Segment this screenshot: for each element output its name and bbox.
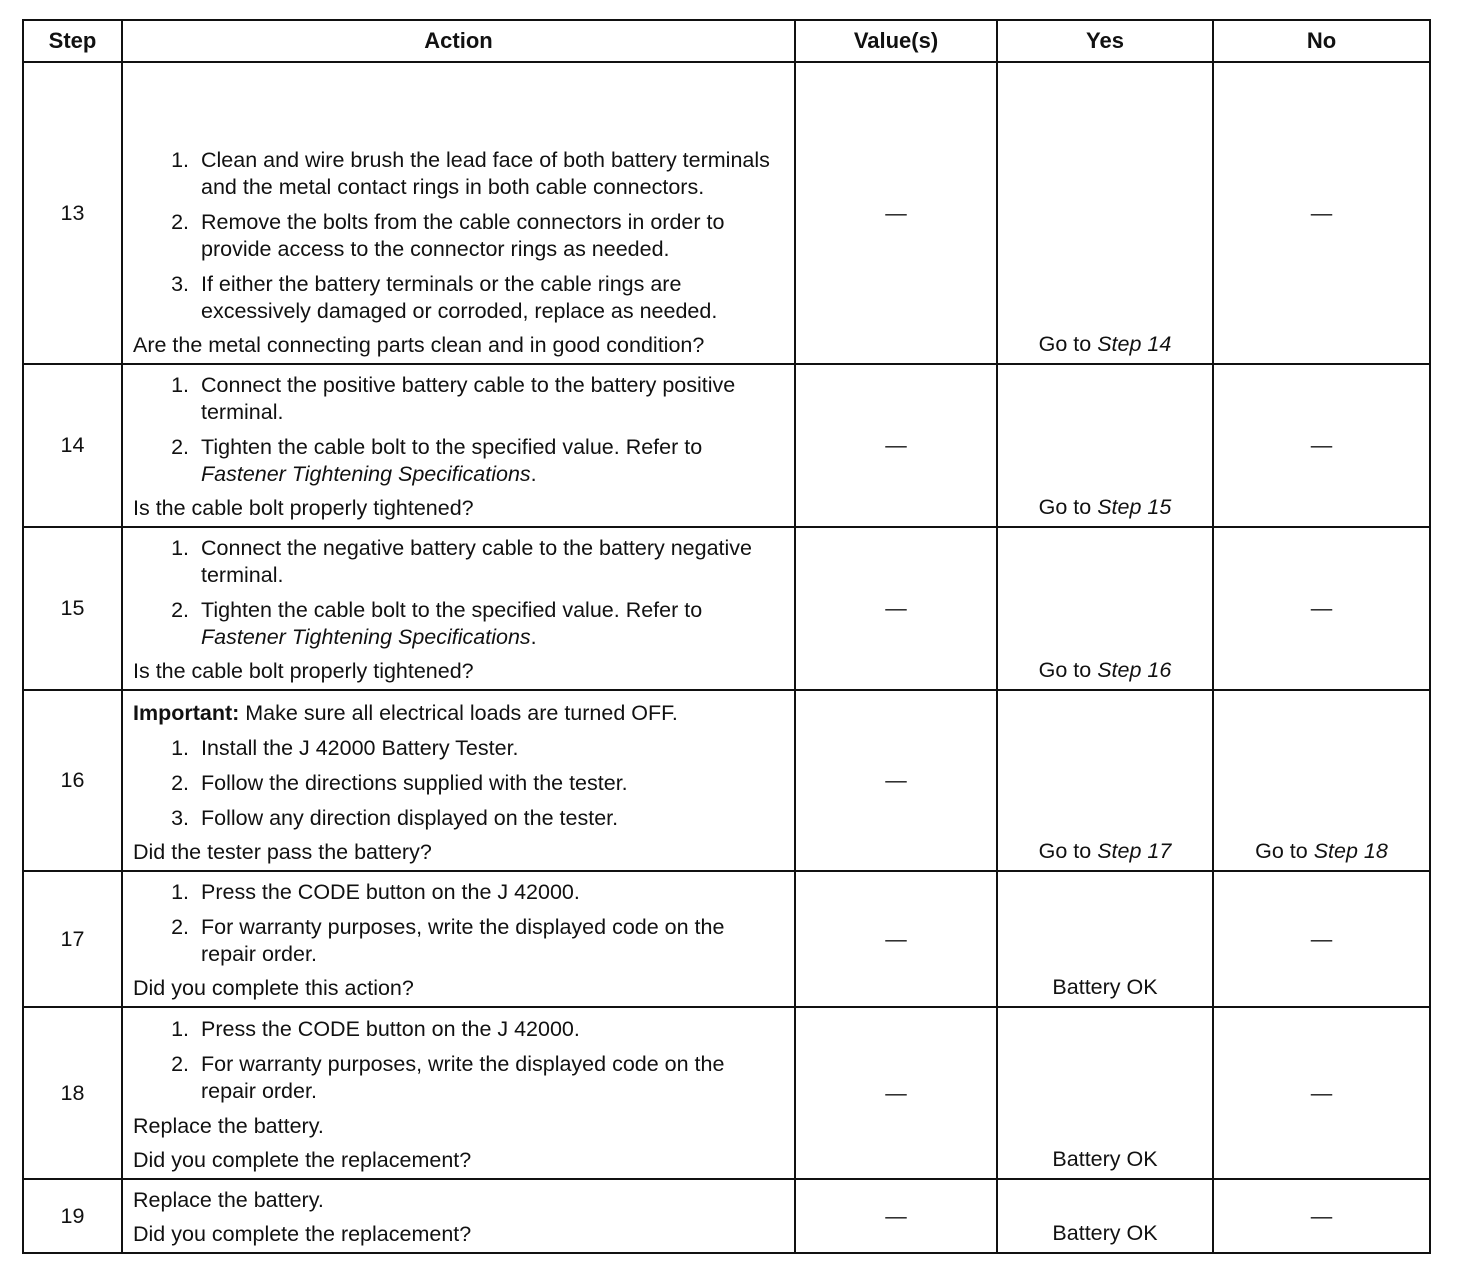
step-number: 14 — [23, 364, 122, 527]
step-link: Step 16 — [1097, 658, 1172, 682]
no-cell: — — [1213, 62, 1430, 364]
header-row — [23, 20, 1430, 62]
yes-cell: Go to Step 15 — [997, 364, 1213, 527]
action-cell — [122, 690, 795, 871]
list-item: 1. Press the CODE button on the J 42000. — [171, 880, 580, 904]
list-item: 1. Press the CODE button on the J 42000. — [171, 1017, 580, 1041]
step-link: Step 14 — [1097, 332, 1172, 356]
value-cell: — — [795, 1179, 997, 1253]
no-cell: — — [1213, 871, 1430, 1007]
value-cell: — — [795, 690, 997, 871]
yes-cell: Battery OK — [997, 871, 1213, 1007]
table-row — [23, 62, 1430, 364]
list-item: 2. Tighten the cable bolt to the specified value. Refer to Fastener Tightening Specifications. — [171, 435, 703, 486]
table-row — [23, 871, 1430, 1007]
step-link: Step 15 — [1097, 495, 1172, 519]
question-text: Is the cable bolt properly tightened? — [133, 659, 474, 683]
action-cell — [122, 62, 795, 364]
question-text: Did you complete this action? — [133, 976, 414, 1000]
header-yes: Yes — [997, 20, 1213, 62]
value-cell: — — [795, 62, 997, 364]
action-cell — [122, 527, 795, 690]
list-item: 2. Tighten the cable bolt to the specified value. Refer to Fastener Tightening Specifications. — [171, 598, 703, 649]
no-cell: — — [1213, 1007, 1430, 1179]
action-cell — [122, 871, 795, 1007]
question-text: Did you complete the replacement? — [133, 1222, 472, 1246]
yes-cell: Go to Step 16 — [997, 527, 1213, 690]
table-row — [23, 1179, 1430, 1253]
list-item: 3. If either the battery terminals or the cable rings are excessively damaged or corroded, replace as needed. — [171, 272, 718, 323]
yes-cell: Go to Step 14 — [997, 62, 1213, 364]
table-row — [23, 364, 1430, 527]
step-number: 15 — [23, 527, 122, 690]
table-row — [23, 690, 1430, 871]
instruction-text: Replace the battery. — [133, 1188, 324, 1212]
step-number: 17 — [23, 871, 122, 1007]
value-cell: — — [795, 871, 997, 1007]
header-no: No — [1213, 20, 1430, 62]
question-text: Is the cable bolt properly tightened? — [133, 496, 474, 520]
step-number: 16 — [23, 690, 122, 871]
important-label: Important: — [133, 701, 240, 725]
step-link: Step 18 — [1313, 839, 1388, 863]
action-cell — [122, 364, 795, 527]
list-item: 2. For warranty purposes, write the displayed code on the repair order. — [171, 915, 725, 966]
question-text: Did you complete the replacement? — [133, 1148, 472, 1172]
step-number: 13 — [23, 62, 122, 364]
table-row — [23, 527, 1430, 690]
list-item: 1. Connect the positive battery cable to the battery positive terminal. — [171, 373, 736, 424]
list-item: 2. Follow the directions supplied with the tester. — [171, 771, 628, 795]
step-number: 19 — [23, 1179, 122, 1253]
important-note: Important: Make sure all electrical loads are turned OFF. — [133, 701, 678, 725]
header-action: Action — [122, 20, 795, 62]
table-row — [23, 1007, 1430, 1179]
yes-cell: Battery OK — [997, 1179, 1213, 1253]
yes-cell: Go to Step 17 — [997, 690, 1213, 871]
list-item: 1. Clean and wire brush the lead face of both battery terminals and the metal contact rings in both cable connectors. — [171, 148, 770, 199]
question-text: Did the tester pass the battery? — [133, 840, 432, 864]
list-item: 3. Follow any direction displayed on the tester. — [171, 806, 619, 830]
diagnostic-table — [22, 19, 1431, 1254]
list-item: 2. For warranty purposes, write the displayed code on the repair order. — [171, 1052, 725, 1103]
question-text: Are the metal connecting parts clean and in good condition? — [133, 333, 705, 357]
no-cell: Go to Step 18 — [1213, 690, 1430, 871]
no-cell: — — [1213, 527, 1430, 690]
no-cell: — — [1213, 364, 1430, 527]
value-cell: — — [795, 527, 997, 690]
step-link: Step 17 — [1097, 839, 1172, 863]
list-item: 1. Connect the negative battery cable to the battery negative terminal. — [171, 536, 753, 587]
header-values: Value(s) — [795, 20, 997, 62]
step-number: 18 — [23, 1007, 122, 1179]
instruction-text: Replace the battery. — [133, 1114, 324, 1138]
header-step: Step — [23, 20, 122, 62]
action-cell — [122, 1179, 795, 1253]
value-cell: — — [795, 364, 997, 527]
list-item: 2. Remove the bolts from the cable connectors in order to provide access to the connector rings as needed. — [171, 210, 725, 261]
reference-link: Fastener Tightening Specifications — [201, 625, 531, 649]
list-item: 1. Install the J 42000 Battery Tester. — [171, 736, 519, 760]
reference-link: Fastener Tightening Specifications — [201, 462, 531, 486]
value-cell: — — [795, 1007, 997, 1179]
yes-cell: Battery OK — [997, 1007, 1213, 1179]
no-cell: — — [1213, 1179, 1430, 1253]
action-cell — [122, 1007, 795, 1179]
